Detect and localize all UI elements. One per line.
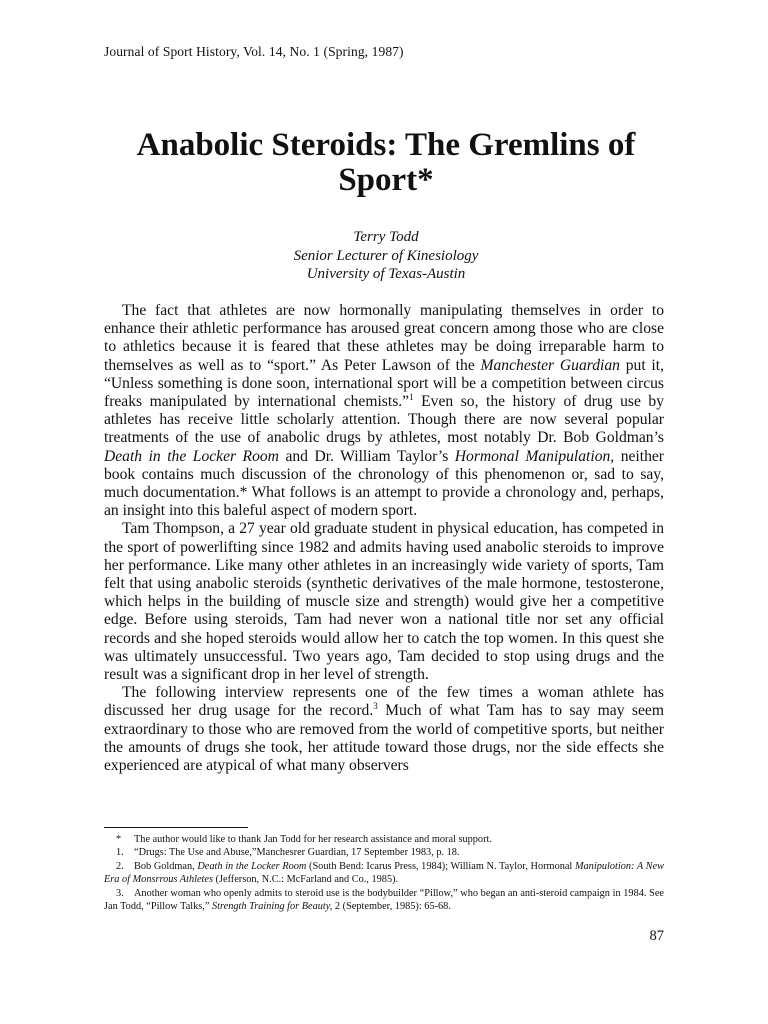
para3-text-2: Much of what Tam has to say may seem extraordinary to those who are removed from the world of competitive sports, but neither the amounts of drugs she took, her attitude toward those drugs, nor the side effects she experienced are atypical of what many observers	[104, 702, 664, 775]
footnote-mark: 1.	[116, 847, 124, 859]
para1-text-4: and Dr. William Taylor’s	[278, 447, 455, 465]
para1-italic-3: Hormonal Manipulation,	[454, 447, 615, 465]
paragraph-2: Tam Thompson, a 27 year old graduate student in physical education, has competed in the sport of powerlifting since 1982 and admits having used anabolic steroids to improve her performance. Like many other athletes in an increasingly wide variety of sports, Tam felt that using anabolic steroids (synthetic derivatives of the male hormone, testosterone, which helps in the building of muscle size and strength) would give her a competitive edge. Before using steroids, Tam had never won a national title nor set any official records and she hoped steroids would allow her to catch the top women. In this quest she was ultimately unsuccessful. Two years ago, Tam decided to stop using drugs and the result was a significant drop in her level of strength.	[104, 520, 664, 684]
footnote-text: (Jefferson, N.C.: McFarland and Co., 1985).	[212, 874, 399, 886]
author-affiliation: University of Texas-Austin	[306, 266, 466, 282]
para1-text-3: Even so, the history of drug use by athletes has receive little scholarly attention. Though there are now several popular treatments of the use of anabolic drugs by athletes, most notably Dr. Bob Goldman’s	[104, 393, 665, 447]
page-number: 87	[649, 928, 664, 944]
title-line-2: Sport*	[338, 162, 434, 198]
running-head: Journal of Sport History, Vol. 14, No. 1 (Spring, 1987)	[104, 44, 404, 59]
footnote-text: The author would like to thank Jan Todd for her research assistance and moral support.	[134, 834, 492, 845]
paragraph-3	[104, 684, 664, 775]
footnote-text: Another woman who openly admits to steroid use is the bodybuilder “Pillow,” who began an anti-steroid campaign in 1984. See Jan Todd, “Pillow Talks,”	[104, 887, 664, 913]
footnote-2	[104, 860, 664, 887]
article-body	[104, 302, 664, 775]
footnote-text: (South Bend: Icarus Press, 1984); William N. Taylor, Hormonal	[306, 860, 575, 872]
title-line-1: Anabolic Steroids: The Gremlins of	[136, 127, 636, 163]
para1-text-5: neither book contains much discussion of the chronology of this phenomenon or, sad to say, much documentation.* What follows is an attempt to provide a chronology and, perhaps, an insight into this baleful aspect of modern sport.	[104, 447, 664, 520]
footnote-italic: Strength Training for Beauty,	[212, 901, 333, 913]
footnote-star	[104, 833, 664, 846]
para1-text-2: put it, “Unless something is done soon, international sport will be a competition between circus freaks manipulated by international chemists.”	[104, 356, 664, 411]
article-title	[80, 128, 692, 198]
footnote-italic: Manipulotion: A New Era of Monsrrous Athletes	[104, 860, 664, 886]
footnote-text: Bob Goldman,	[134, 860, 198, 872]
footnote-text: 2 (September, 1985): 65-68.	[332, 901, 451, 913]
footnote-mark: 2.	[116, 860, 124, 872]
para1-italic-1: Manchester Guardian	[480, 356, 620, 374]
para1-italic-2: Death in the Locker Room	[104, 447, 279, 465]
footnotes	[104, 833, 664, 913]
footnote-text: “Drugs: The Use and Abuse,”Manchesrer Guardian, 17 September 1983, p. 18.	[134, 847, 460, 859]
footnote-divider	[104, 827, 248, 828]
author-block	[104, 228, 668, 284]
paragraph-1	[104, 302, 664, 520]
footnote-ref-1: 1	[409, 391, 414, 402]
footnote-ref-3: 3	[373, 701, 378, 712]
para1-text-1: The fact that athletes are now hormonally manipulating themselves in order to enhance their athletic performance has aroused great concern among those who are close to athletics because it is feared that these athletes may be doing irreparable harm to themselves as well as to “sport.” As Peter Lawson of the	[104, 302, 664, 374]
footnote-1	[104, 846, 664, 859]
footnote-mark: 3.	[116, 887, 124, 899]
author-name: Terry Todd	[353, 229, 419, 245]
footnote-3	[104, 887, 664, 914]
author-position: Senior Lecturer of Kinesiology	[293, 247, 479, 264]
footnote-italic: Death in the Locker Room	[197, 860, 307, 872]
para3-text-1: The following interview represents one of the few times a woman athlete has discussed her drug usage for the record.	[104, 684, 664, 720]
footnote-mark: *	[116, 834, 122, 845]
